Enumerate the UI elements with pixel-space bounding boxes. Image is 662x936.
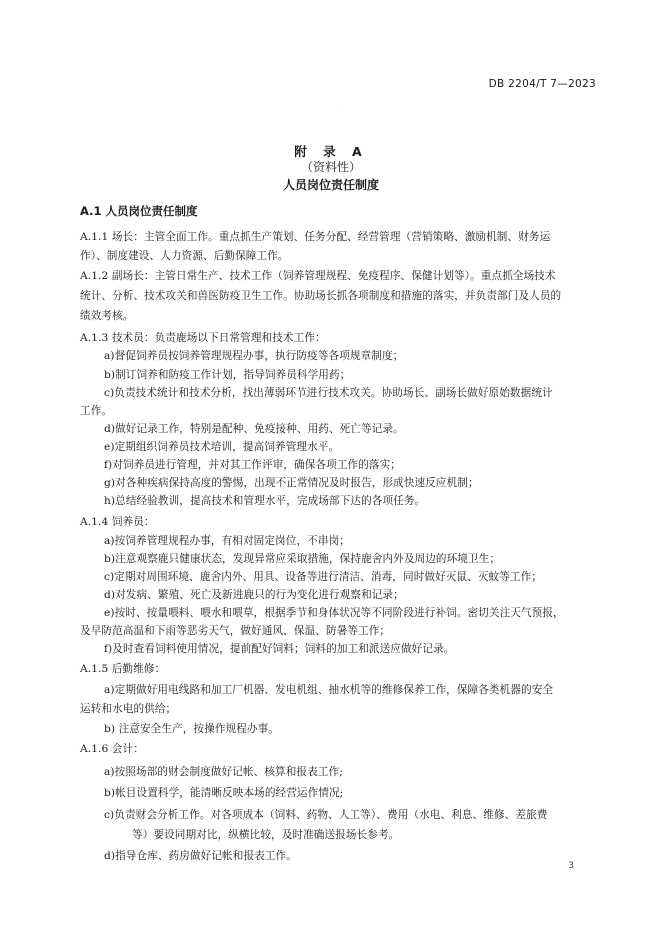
paragraph-line: 运转和水电的供给； [80,703,177,715]
paragraph-line: A.1.1 场长：主管全面工作。重点抓生产策划、任务分配、经营管理（营销策略、激励机制、财务运 [80,231,551,243]
list-item: e)按时、按量喂料、喂水和喂草，根据季节和身体状况等不同阶段进行补饲。密切关注天气预报， [104,607,564,619]
list-item: d)对发病、繁殖、死亡及新进鹿只的行为变化进行观察和记录； [104,589,404,601]
list-item: a)按照场部的财会制度做好记帐、核算和报表工作; [104,766,343,778]
list-item: f)及时查看饲料使用情况，提前配好饲料；饲料的加工和派送应做好记录。 [104,643,455,655]
list-item: b)制订饲养和防疫工作计划，指导饲养员科学用药； [104,369,351,381]
paragraph-line: 工作。 [80,405,113,417]
paragraph-line: A.1.4 饲养员： [80,516,155,528]
paragraph-line: 绩效考核。 [80,310,134,322]
list-item: h)总结经验教训，提高技术和管理水平，完成场部下达的各项任务。 [104,495,426,507]
header-dot: · [338,104,340,111]
paragraph-line: 统计、分析、技术攻关和兽医防疫卫生工作。协助场长抓各项制度和措施的落实，并负责部门及人员的 [80,290,562,302]
list-item: d)做好记录工作，特别是配种、免疫接种、用药、死亡等记录。 [104,423,404,435]
appendix-title: 附 录 A [294,144,368,159]
list-item: a)按饲养管理规程办事，有相对固定岗位，不串岗； [104,535,350,547]
list-item: 等）要设同期对比，纵横比较，及时准确送报场长参考。 [132,829,400,841]
standard-number: DB 2204/T 7—2023 [488,78,596,90]
paragraph-line: A.1.2 副场长：主管日常生产、技术工作（饲养管理规程、免疫程序、保健计划等）。重点抓全场技术 [80,270,556,282]
list-item: b)帐目设置科学，能清晰反映本场的经营运作情况; [104,787,344,799]
list-item: c)负责技术统计和技术分析，找出薄弱环节进行技术攻关。协助场长、副场长做好原始数据统计 [104,387,553,399]
paragraph-line: A.1.6 会计： [80,743,144,755]
paragraph-line: 及早防范高温和下雨等恶劣天气，做好通风、保温、防暑等工作； [80,625,391,637]
paragraph-line: A.1.5 后勤维修： [80,663,166,675]
list-item: c)定期对周围环境、鹿舍内外、用具、设备等进行清洁、消毒，同时做好灭鼠、灭蚊等工作； [104,571,543,583]
appendix-name: 人员岗位责任制度 [282,178,379,192]
list-item: a)定期做好用电线路和加工厂机器、发电机组、抽水机等的维修保养工作，保障各类机器的安全 [104,684,554,696]
list-item: g)对各种疾病保持高度的警惕，出现不正常情况及时报告，形成快速反应机制； [104,477,479,489]
list-item: e)定期组织饲养员技术培训，提高饲养管理水平。 [104,441,340,453]
list-item: c)负责财会分析工作。对各项成本（饲料、药物、人工等）、费用（水电、利息、维修、差旅费 [104,809,548,821]
list-item: d)指导仓库、药房做好记帐和报表工作。 [104,850,297,862]
list-item: f)对饲养员进行管理，并对其工作评审，确保各项工作的落实； [104,459,401,471]
appendix-nature: （资料性） [300,160,361,174]
list-item: b)注意观察鹿只健康状态，发现异常应采取措施，保持鹿舍内外及周边的环境卫生； [104,553,501,565]
paragraph-line: A.1.3 技术员：负责鹿场以下日常管理和技术工作： [80,332,326,344]
paragraph-line: 作）、制度建设、人力资源、后勤保障工作。 [80,250,289,262]
page-number: 3 [568,861,574,871]
list-item: a)督促饲养员按饲养管理规程办事，执行防疫等各项规章制度； [104,350,404,362]
section-heading: A.1 人员岗位责任制度 [80,204,198,218]
list-item: b) 注意安全生产，按操作规程办事。 [104,723,279,735]
